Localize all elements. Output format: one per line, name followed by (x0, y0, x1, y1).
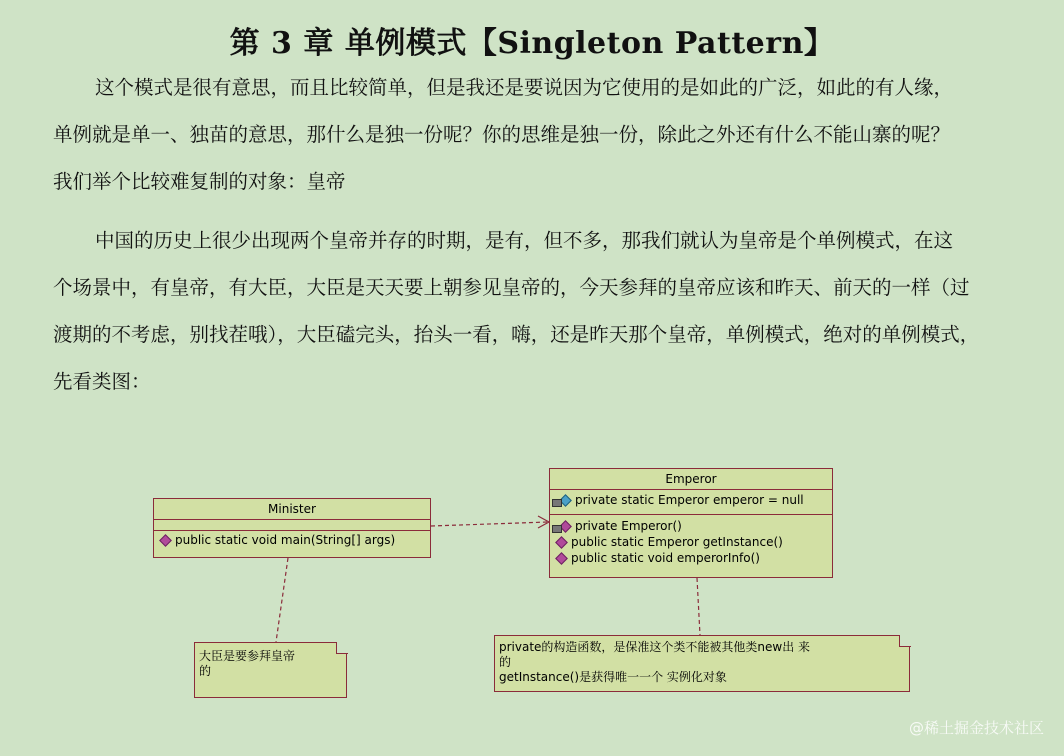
paragraph-line: 这个模式是很有意思，而且比较简单，但是我还是要说因为它使用的是如此的广泛，如此的有人缘， (95, 76, 954, 99)
attribute-text: private static Emperor emperor = null (575, 493, 804, 507)
note-link-emperor (697, 578, 700, 635)
class-attributes (550, 490, 832, 515)
class-operations (550, 515, 832, 567)
paragraph-line: 我们举个比较难复制的对象：皇帝 (53, 170, 346, 193)
private-lock-icon (552, 499, 562, 507)
class-attributes (154, 520, 430, 531)
paragraph-line: 个场景中，有皇帝，有大臣，大臣是天天要上朝参见皇帝的，今天参拜的皇帝应该和昨天、前天的一样（过 (53, 276, 970, 299)
class-operations (154, 531, 430, 549)
class-name: Emperor (550, 469, 832, 490)
operation-text: public static void emperorInfo() (571, 551, 760, 565)
note-minister (194, 642, 347, 698)
note-line: getInstance()是获得唯一一个 实例化对象 (499, 670, 727, 684)
method-icon (555, 552, 568, 565)
chapter-title: 第 3 章 单例模式【Singleton Pattern】 (229, 26, 835, 61)
paragraph-line: 先看类图： (53, 370, 151, 393)
note-emperor (494, 635, 910, 692)
operation-text: public static Emperor getInstance() (571, 535, 783, 549)
dependency-arrow (431, 516, 549, 528)
note-line: 的 (499, 655, 512, 669)
paragraph-line: 渡期的不考虑，别找茬哦），大臣磕完头，抬头一看，嗨，还是昨天那个皇帝，单例模式，绝对的单例模式， (53, 323, 980, 346)
operation-row (554, 518, 828, 534)
operation-text: public static void main(String[] args) (175, 533, 396, 547)
paragraph-intro (53, 64, 1033, 205)
operation-row (554, 550, 828, 566)
paragraph-scenario (53, 217, 1033, 405)
note-line: 大臣是要参拜皇帝 (199, 649, 296, 663)
note-line: private的构造函数，是保准这个类不能被其他类new出 来 (499, 640, 811, 654)
paragraph-line: 中国的历史上很少出现两个皇帝并存的时期，是有，但不多，那我们就认为皇帝是个单例模式，在这 (95, 229, 954, 252)
private-lock-icon (552, 525, 562, 533)
method-icon (159, 534, 172, 547)
operation-text: private Emperor() (575, 519, 682, 533)
note-line: 的 (199, 664, 212, 678)
note-fold-corner (336, 642, 348, 654)
operation-row (158, 532, 426, 548)
paragraph-line: 单例就是单一、独苗的意思，那什么是独一份呢？你的思维是独一份，除此之外还有什么不能山寨的呢？ (53, 123, 951, 146)
method-icon (555, 536, 568, 549)
class-minister (153, 498, 431, 558)
watermark: @稀土掘金技术社区 (908, 719, 1044, 737)
class-name: Minister (154, 499, 430, 520)
note-fold-corner (899, 635, 911, 647)
note-link-minister (276, 558, 288, 642)
class-emperor (549, 468, 833, 578)
attribute-row (554, 492, 828, 508)
operation-row (554, 534, 828, 550)
